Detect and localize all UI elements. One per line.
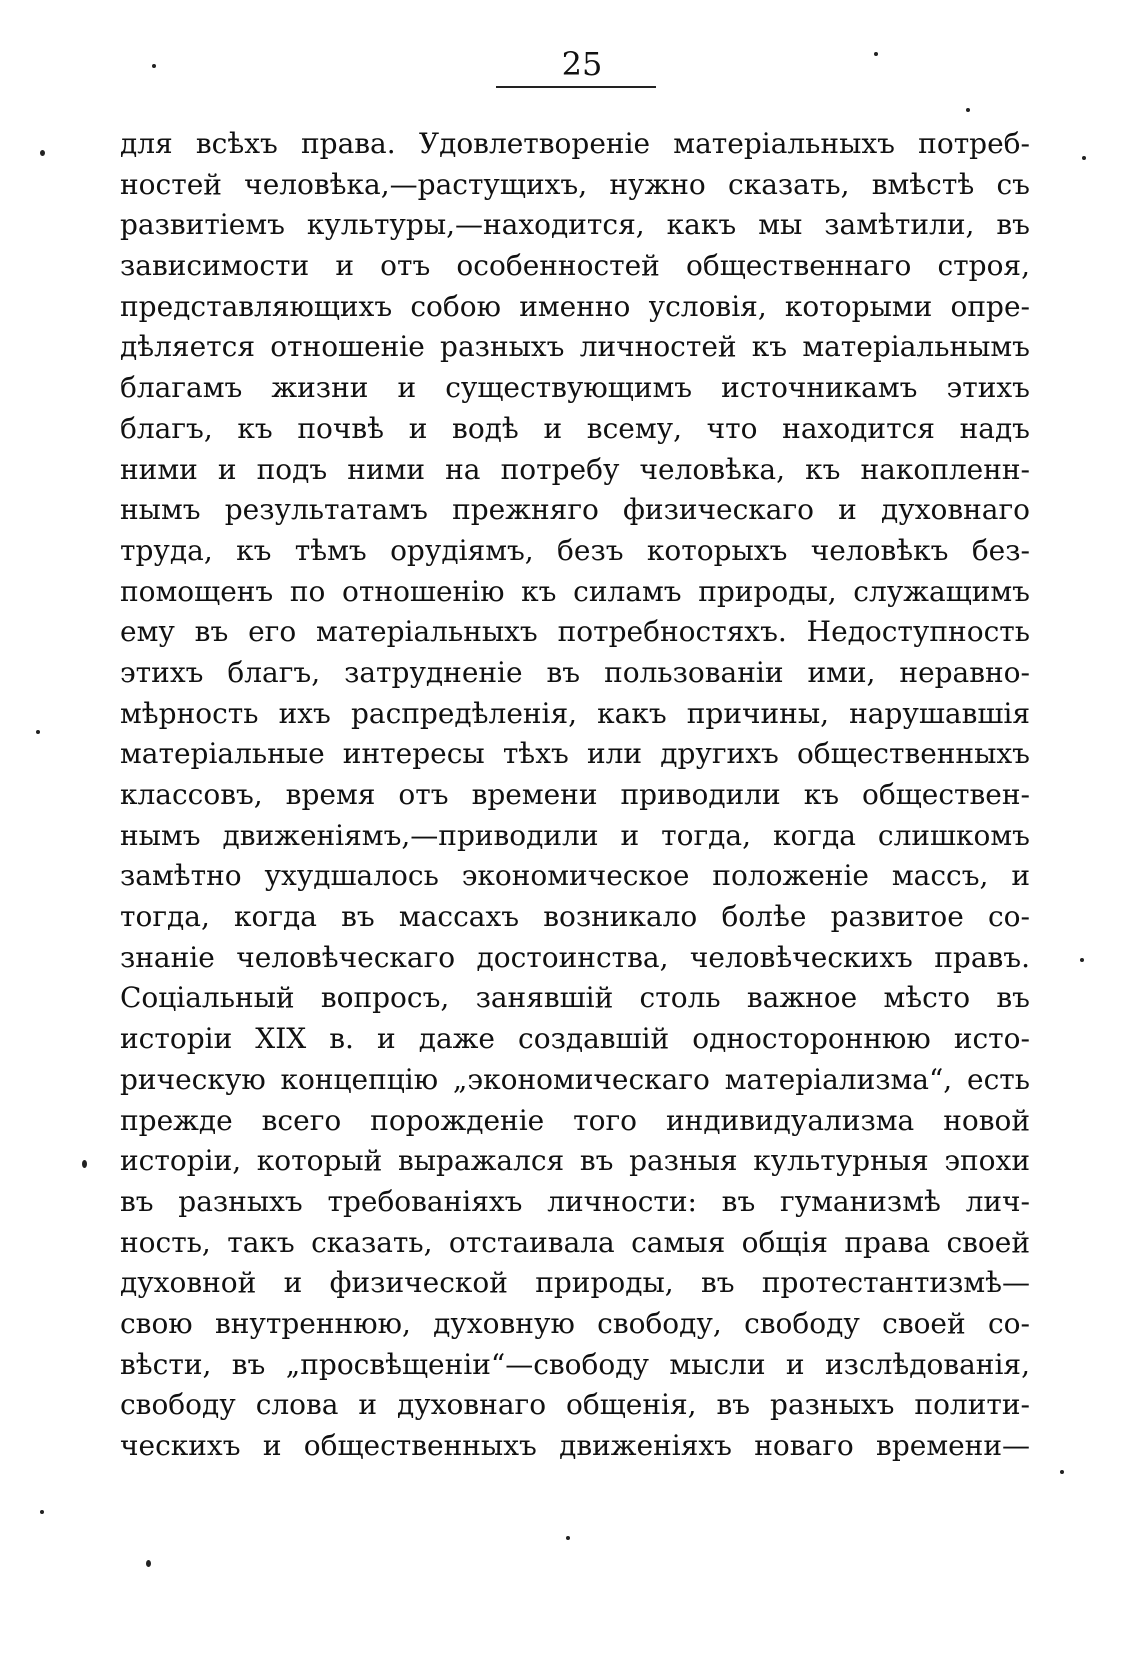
text-line: зависимости и отъ особенностей общественнаго строя, <box>120 249 1030 283</box>
text-line: классовъ, время отъ времени приводили къ обществен- <box>120 778 1030 811</box>
text-line: свободу слова и духовнаго общенія, въ разныхъ полити- <box>120 1388 1030 1422</box>
scan-speck <box>146 1560 151 1567</box>
scan-speck <box>36 730 40 734</box>
text-line: нымъ результатамъ прежняго физическаго и духовнаго <box>120 493 1030 527</box>
text-line: ними и подъ ними на потребу человѣка, къ накопленн- <box>120 452 1030 486</box>
scan-speck <box>152 64 156 68</box>
text-line: развитіемъ культуры,—находится, какъ мы замѣтили, въ <box>120 208 1030 242</box>
header-rule <box>496 86 656 88</box>
text-line: этихъ благъ, затрудненіе въ пользованіи ими, неравно- <box>120 655 1030 689</box>
scan-speck <box>82 1160 87 1168</box>
text-line: представляющихъ собою именно условія, которыми опре- <box>120 289 1030 323</box>
scan-speck <box>566 1536 570 1540</box>
text-line: знаніе человѣческаго достоинства, человѣческихъ правъ. <box>120 940 1030 974</box>
text-line: ность, такъ сказать, отстаивала самыя общія права своей <box>120 1225 1030 1259</box>
text-line: ему въ его матеріальныхъ потребностяхъ. Недоступность <box>120 615 1030 649</box>
scan-speck <box>40 150 45 156</box>
scan-speck <box>1080 958 1084 962</box>
text-line: духовной и физической природы, въ протестантизмѣ— <box>120 1266 1030 1300</box>
text-line: нымъ движеніямъ,—приводили и тогда, когда слишкомъ <box>120 818 1030 852</box>
scan-speck <box>40 1510 44 1514</box>
text-line: исторіи XIX в. и даже создавшій одностороннюю исто- <box>120 1022 1030 1056</box>
text-line: рическую концепцію „экономическаго матеріализма“, есть <box>120 1062 1030 1096</box>
text-line: для всѣхъ права. Удовлетвореніе матеріальныхъ потреб- <box>120 127 1030 160</box>
text-line: исторіи, который выражался въ разныя культурныя эпохи <box>120 1144 1030 1178</box>
text-line: замѣтно ухудшалось экономическое положеніе массъ, и <box>120 859 1030 893</box>
text-line: тогда, когда въ массахъ возникало болѣе развитое со- <box>120 900 1030 934</box>
text-line: въ разныхъ требованіяхъ личности: въ гуманизмѣ лич- <box>120 1184 1030 1218</box>
text-line: дѣляется отношеніе разныхъ личностей къ матеріальнымъ <box>120 330 1030 364</box>
body-text <box>120 124 1030 1467</box>
scan-speck <box>1082 156 1086 160</box>
text-line: благъ, къ почвѣ и водѣ и всему, что находится надъ <box>120 411 1030 445</box>
text-line: благамъ жизни и существующимъ источникамъ этихъ <box>120 371 1030 405</box>
text-line: вѣсти, въ „просвѣщеніи“—свободу мысли и изслѣдованія, <box>120 1347 1030 1381</box>
text-line: ческихъ и общественныхъ движеніяхъ новаго времени— <box>120 1429 1030 1462</box>
text-line: матеріальные интересы тѣхъ или другихъ общественныхъ <box>120 737 1030 771</box>
text-line: Соціальный вопросъ, занявшій столь важное мѣсто въ <box>120 981 1030 1015</box>
scan-speck <box>966 108 970 112</box>
scan-speck <box>874 52 878 56</box>
text-line: труда, къ тѣмъ орудіямъ, безъ которыхъ человѣкъ без- <box>120 533 1030 567</box>
text-line: мѣрность ихъ распредѣленія, какъ причины, нарушавшія <box>120 696 1030 730</box>
text-line: свою внутреннюю, духовную свободу, свободу своей со- <box>120 1306 1030 1340</box>
text-line: прежде всего порожденіе того индивидуализма новой <box>120 1103 1030 1137</box>
page-number: 25 <box>561 45 603 83</box>
text-line: ностей человѣка,—растущихъ, нужно сказать, вмѣстѣ съ <box>120 167 1030 201</box>
text-line: помощенъ по отношенію къ силамъ природы, служащимъ <box>120 574 1030 608</box>
scan-speck <box>1060 1470 1064 1474</box>
